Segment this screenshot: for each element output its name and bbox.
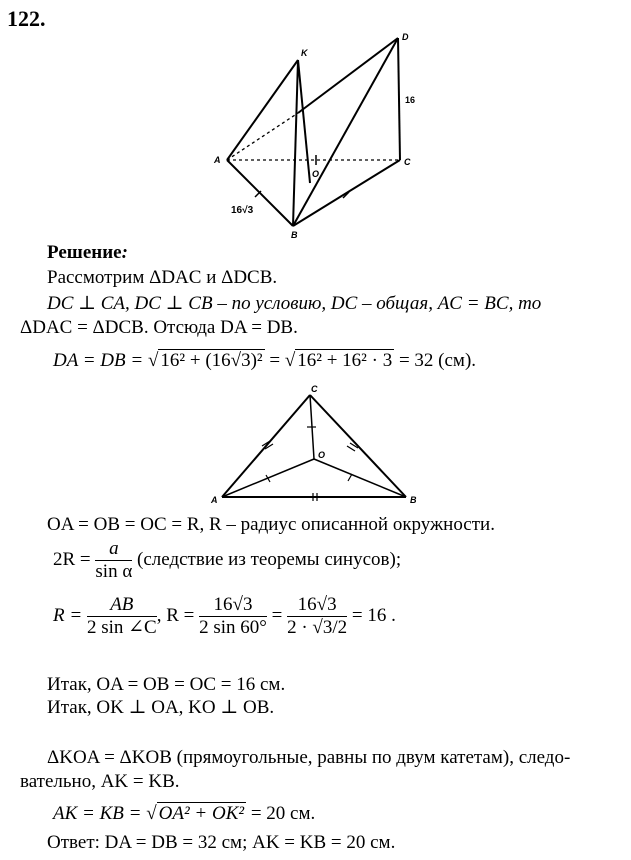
tri-label-O: O xyxy=(318,450,326,460)
tick-OB xyxy=(348,474,352,481)
edge-AD-upper xyxy=(298,38,398,113)
side-CB xyxy=(310,395,406,497)
label-B: B xyxy=(291,230,298,240)
line-3: ΔDAC = ΔDCB. Отсюда DA = DB. xyxy=(20,317,298,338)
label-K: K xyxy=(301,48,308,58)
figure-triangle xyxy=(222,395,406,501)
line-1: Рассмотрим ΔDAC и ΔDCB. xyxy=(47,267,278,288)
edge-BD xyxy=(293,38,398,226)
formula-ak: AK = KB = √ OA² + OK² = 20 см. xyxy=(53,803,316,824)
edge-KB xyxy=(293,60,298,226)
line-4: OA = OB = OC = R, R – радиус описанной окружности. xyxy=(47,514,495,535)
solution-heading: Решение: xyxy=(47,242,128,263)
label-dc-length: 16 xyxy=(405,95,416,105)
line-6: Итак, OK ⊥ OA, KO ⊥ OB. xyxy=(47,697,275,718)
line-7: ΔKOA = ΔKOB (прямоугольные, равны по двум катетам), следо- xyxy=(47,747,571,768)
tri-label-A: A xyxy=(211,495,218,505)
label-ab-length: 16√3 xyxy=(231,205,254,216)
formula-da: DA = DB = √ 16² + (16√3)² = √ 16² + 16² · 3 = 32 (см). xyxy=(53,350,477,371)
formula-radius: R = $\frac{AB}{2 \sin \angle C}$ , R = $\frac{16√3}{2 \sin 60^\circ}$ = $\frac{16√3}{2 \cdot √3/2}$ = 16 . xyxy=(53,594,396,638)
line-8: вательно, AK = KB. xyxy=(20,771,180,792)
side-CA xyxy=(222,395,310,497)
formula-sine: 2R = $\frac{a}{\text{sin α}}$ (следствие из теоремы синусов); xyxy=(53,538,402,582)
edge-DC xyxy=(398,38,400,160)
label-C: C xyxy=(404,157,411,167)
tri-label-C: C xyxy=(311,384,318,394)
answer-line: Ответ: DA = DB = 32 см; AK = KB = 20 см. xyxy=(47,832,396,853)
tri-label-B: B xyxy=(410,495,417,505)
line-5: Итак, OA = OB = OC = 16 см. xyxy=(47,674,286,695)
line-2: DC ⊥ CA, DC ⊥ CB – по условию, DC – общая, AC = BC, то xyxy=(47,293,542,314)
problem-number: 122. xyxy=(7,6,46,31)
edge-AK xyxy=(227,60,298,160)
label-O: O xyxy=(312,169,320,179)
label-D: D xyxy=(402,32,409,42)
edge-KO xyxy=(298,60,310,183)
edge-AD-hidden xyxy=(227,113,298,160)
segment-OB xyxy=(314,459,406,497)
label-A: A xyxy=(214,155,221,165)
tick-CB-2 xyxy=(347,446,355,451)
